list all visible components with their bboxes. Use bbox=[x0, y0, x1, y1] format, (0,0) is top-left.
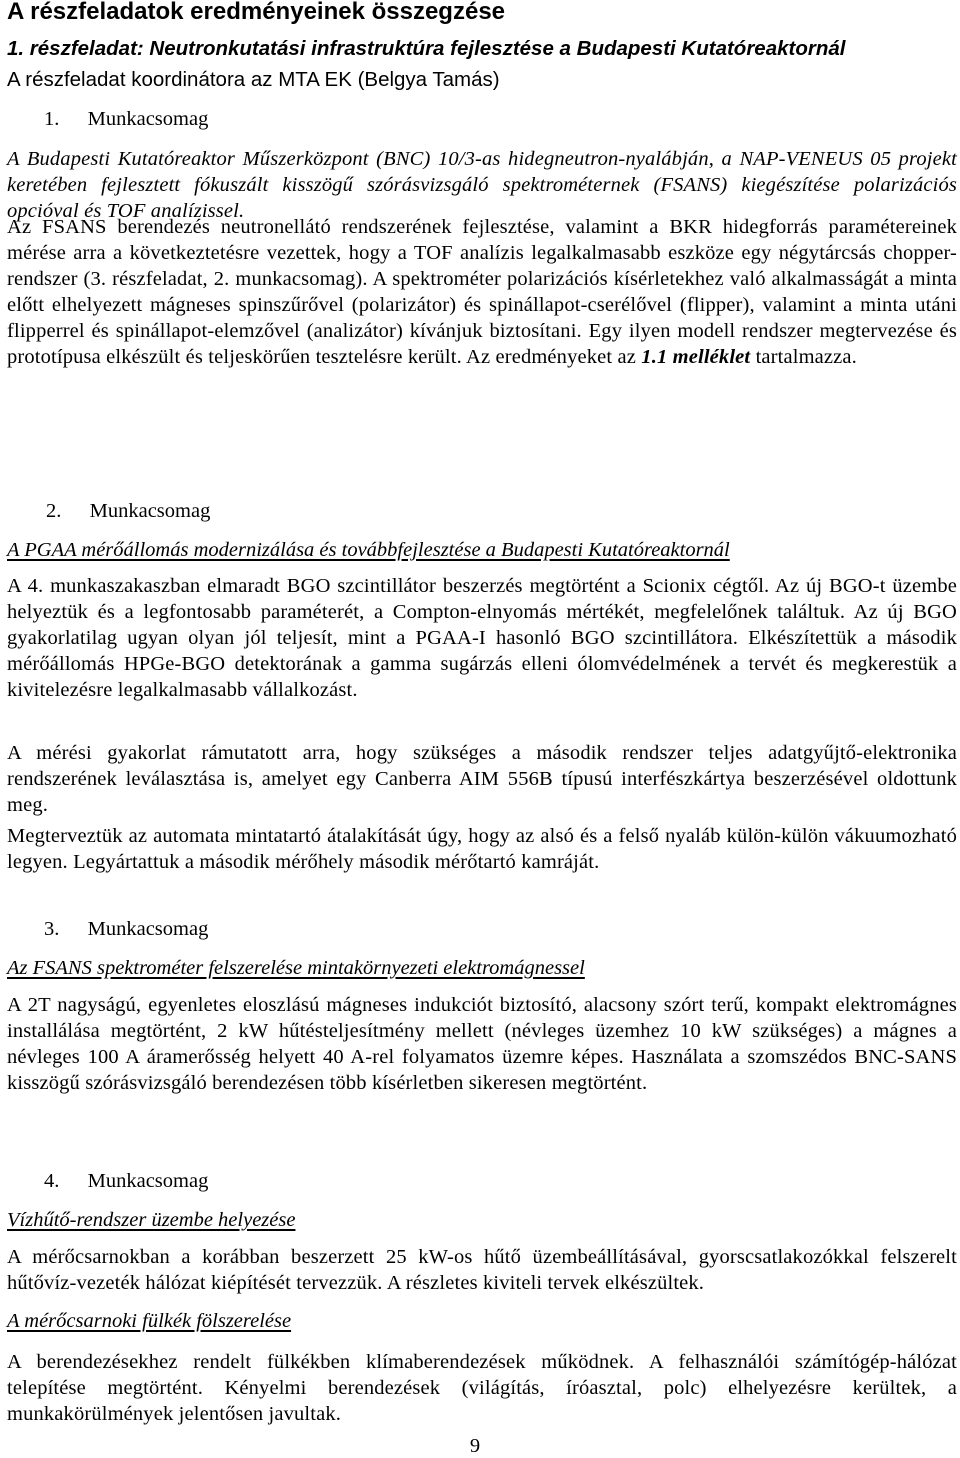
wp4-heading bbox=[44, 1168, 208, 1194]
wp2-subheading: A PGAA mérőállomás modernizálása és továbbfejlesztése a Budapesti Kutatóreaktornál bbox=[7, 539, 730, 561]
wp4-subheading-cabins: A mérőcsarnoki fülkék fölszerelése bbox=[7, 1310, 292, 1332]
wp1-body-tail: tartalmazza. bbox=[755, 346, 857, 368]
subtask-title: 1. részfeladat: Neutronkutatási infrastruktúra fejlesztése a Budapesti Kutatóreaktornál bbox=[7, 37, 846, 60]
wp4-paragraph-1: A mérőcsarnokban a korábban beszerzett 25 kW-os hűtő üzembeállításával, gyorscsatlakozókkal felszerelt hűtővíz-vezeték hálózat kiépítését tervezzük. A részletes kiviteli tervek elkészültek. bbox=[7, 1246, 957, 1294]
wp3-label: Munkacsomag bbox=[87, 918, 209, 940]
wp1-body bbox=[7, 214, 957, 370]
wp3-paragraph-1: A 2T nagyságú, egyenletes eloszlású mágneses indukciót biztosító, alacsony szórt terű, kompakt elektromágnes installálása megtörtént, 2 kW hűtésteljesítmény mellett (névleges üzemhez 10 kW szükséges) a mágnes a névleges 100 A áramerősség helyett 40 A-rel folyamatos üzemre képes. Használata a szomszédos BNC-SANS kisszögű szórásvizsgáló berendezésen több kísérletben sikeresen megtörtént. bbox=[7, 994, 957, 1094]
wp4-number: 4. bbox=[44, 1170, 60, 1192]
wp2-heading bbox=[46, 498, 210, 524]
page-number: 9 bbox=[469, 1435, 481, 1457]
wp2-label: Munkacsomag bbox=[89, 500, 211, 522]
wp4-subheading-cooling: Vízhűtő-rendszer üzembe helyezése bbox=[7, 1209, 296, 1231]
wp1-label: Munkacsomag bbox=[87, 108, 209, 130]
coordinator-line: A részfeladat koordinátora az MTA EK (Belgya Tamás) bbox=[7, 68, 500, 91]
wp1-body-text: Az FSANS berendezés neutronellátó rendszerének fejlesztése, valamint a BKR hidegforrás paramétereinek mérése arra a következtetésre vezettek, hogy a TOF analízis legalkalmasabb eszköze egy négytárcsás chopper-rendszer (3. részfeladat, 2. munkacsomag). A spektrométer polarizációs kísérletekhez való alkalmasságát a minta előtt elhelyezett mágneses spinszűrővel (polarizátor) és spinállapot-cserélővel (flipper), valamint a minta utáni flipperrel és spinállapot-elemzővel (analizátor) kívánjuk biztosítani. Egy ilyen modell rendszer megtervezése és prototípusa elkészült és teljeskörűen tesztelésre került. Az eredményeket az bbox=[7, 216, 957, 368]
wp2-number: 2. bbox=[46, 500, 62, 522]
wp1-heading bbox=[44, 106, 208, 132]
wp2-paragraph-3: Megterveztük az automata mintatartó átalakítását úgy, hogy az alsó és a felső nyaláb külön-külön vákuumozható legyen. Legyártattuk a második mérőhely második mérőtartó kamráját. bbox=[7, 825, 957, 873]
wp3-number: 3. bbox=[44, 918, 60, 940]
wp3-subheading: Az FSANS spektrométer felszerelése mintakörnyezeti elektromágnessel bbox=[7, 957, 585, 979]
wp4-paragraph-2: A berendezésekhez rendelt fülkékben klímaberendezések működnek. A felhasználói számítógép-hálózat telepítése megtörtént. Kényelmi berendezések (világítás, íróasztal, polc) elhelyezésre kerültek, a munkakörülmények jelentősen javultak. bbox=[7, 1351, 957, 1425]
wp3-heading bbox=[44, 916, 208, 942]
wp2-paragraph-2: A mérési gyakorlat rámutatott arra, hogy szükséges a második rendszer teljes adatgyűjtő-elektronika rendszerének leválasztása is, amelyet egy Canberra AIM 556B típusú interfészkártya beszerzésével oldottunk meg. bbox=[7, 742, 957, 816]
wp2-paragraph-1: A 4. munkaszakaszban elmaradt BGO szcintillátor beszerzés megtörtént a Scionix cégtől. Az új BGO-t üzembe helyeztük és a legfontosabb paraméterét, a Compton-elnyomás mértékét, megfelelőnek találtuk. Az új BGO gyakorlatilag ugyan olyan jól teljesít, mint a PGAA-I hasonló BGO szcintillátora. Elkészítettük a második mérőállomás HPGe-BGO detektorának a gamma sugárzás elleni ólomvédelmének a tervét és megkerestük a kivitelezésre legalkalmasabb vállalkozást. bbox=[7, 575, 957, 701]
document-title: A részfeladatok eredményeinek összegzése bbox=[7, 0, 506, 25]
wp4-label: Munkacsomag bbox=[87, 1170, 209, 1192]
wp1-number: 1. bbox=[44, 108, 60, 130]
wp1-body-reference: 1.1 melléklet bbox=[641, 346, 751, 368]
wp1-intro: A Budapesti Kutatóreaktor Műszerközpont (BNC) 10/3-as hidegneutron-nyalábján, a NAP-VENEUS 05 projekt keretében fejlesztett fókuszált kisszögű szórásvizsgáló spektrométernek (FSANS) kiegészítése polarizációs opcióval és TOF analízissel. bbox=[7, 148, 957, 222]
